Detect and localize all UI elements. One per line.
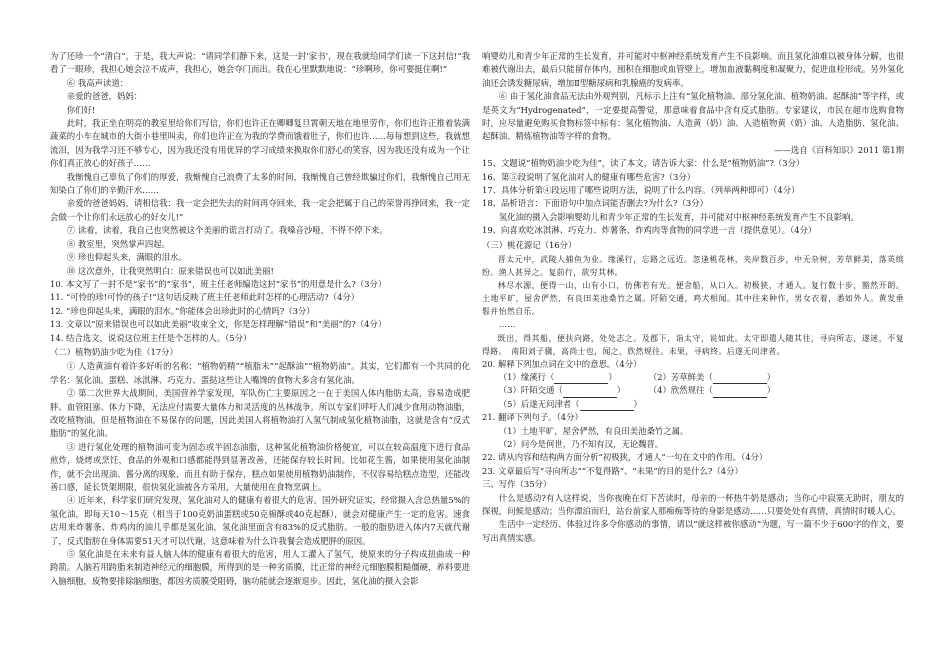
blank-item: （5）后遂无问津者（ ） (499, 398, 649, 411)
translate-item: （1）土地平旷，屋舍俨然，有良田美池桑竹之属。 (498, 425, 689, 436)
paragraph: ⑥ 由于氢化油食品无法由外观判别，凡标示上注有“氢化植物油、部分氢化油、植物奶油、起酥油”等字样，或是英文为“Hydrogenated”，一定要提高警觉，那意味着食品中含有反式脂肪。专家建议，市民在超市选购食物时，应尽量避免购买食物标签中标有：氢化植物油、人造黄（奶）油、人造植物黄（奶）油、人造脂肪、氢化油、起酥油、精炼植物油等字样的食物。 (482, 91, 904, 142)
source-citation: ——选自《百科知识》2011 第1期 (774, 144, 904, 155)
section-title: （二）植物奶油少吃为佳（17分） (50, 346, 178, 357)
question-16: 16、第⑤段说明了氢化油对人的健康有哪些危害?（3分） (482, 171, 696, 182)
section-title: （三）桃花源记（16分） (482, 239, 577, 250)
question-23: 23. 文章最后写“寻向所志”“不复得路”、“未果”的目的是什么?（4分） (482, 465, 743, 476)
paragraph: 此时，我正坐在明亮的教室里给你们写信，你们也许正在卿卿复旦霄朝天地在地里劳作，你们也许正推着装满蔬菜的小车在城市的大街小巷里叫卖，你们也许正在为我的学费而饿着肚子，你们也许……每每想到这些，我就想流泪，因为我学习还不够专心，因为我还没有用优异的学习成绩来换取你们舒心的笑容，因为我还没有成为一个让你们真正放心的好孩子…… (50, 118, 470, 169)
question-20: 20. 解释下列加点词在文中的意思。（4分） (482, 358, 642, 369)
question-19: 19、向喜欢吃冰淇淋、巧克力、炸薯条、炸鸡肉等食物的同学进一言（提供意见）。（4分） (482, 225, 817, 236)
answer-blank[interactable] (713, 374, 767, 384)
question-18: 18、品析语言：下面语句中加点词能否删去?为什么?（3分） (482, 198, 708, 209)
question-22: 22. 请从内容和结构两方面分析“初极狭，才通人”一句在文中的作用。（4分） (482, 452, 768, 463)
section-title: 三、写作（35分） (482, 479, 552, 490)
paragraph: 为了还珍一个“清白”，于是，我大声说：“请同学们静下来，这是一封‘家书’，现在我就给同学们读一下这封信!”我看了一眼珍，我担心她会泣不成声，我担心，她会夺门而出。我在心里默默地说：“珍啊珍，你可要挺住啊!” (50, 51, 470, 75)
paragraph: 亲爱的爸爸妈妈，请相信我：我一定会把失去的时间再夺回来，我一定会把属于自己的荣誉再挣回来，我一定会做一个让你们永远放心的好女儿!” (50, 198, 470, 222)
paragraph: 生活中一定经历、体验过许多令你感动的事情，请以“就这样被你感动”为题，写一篇不少于600字的作文，要写出真情实感。 (482, 519, 904, 543)
paragraph: ⑨ 珍也仰起头来，满眼的泪水。 (66, 252, 187, 263)
classical-text: 林尽水源，便得一山，山有小口，仿佛若有光。便舍船，从口入。初极狭，才通人。复行数十步，豁然开朗。土地平旷，屋舍俨然，有良田美池桑竹之属。阡陌交通，鸡犬相闻。其中往来种作，男女衣着，悉如外人。黄发垂髫并怡然自乐。 (482, 281, 904, 317)
question-14: 14. 结合选文，说说这位班主任是个怎样的人。（5分） (50, 332, 252, 343)
right-column (482, 50, 904, 545)
paragraph: ⑩ 这次意外，让我突然明白：原来错误也可以如此美丽! (66, 265, 274, 276)
classical-text: 既出，得其船，便扶向路，处处志之。及郡下，诣太守，说如此。太守即遣人随其往，寻向所志，遂迷，不复得路。 南阳刘子骥，高尚士也，闻之，欣然规往。未果，寻病终。后遂无问津者。 (482, 333, 904, 356)
question-10: 10. 本文写了一封不是“家书”的“家书”，班主任老师编造这封“家书”的用意是什么?（3分） (50, 278, 387, 289)
paragraph: ④ 近年来，科学家们研究发现，氢化油对人的健康有着很大的危害。国外研究证实，经常摄入含总热量5%的氢化油，即每天10～15克（相当于100克奶油蛋糕或50克棉酥或40克起酥），就会对健康产生一定的危害。速食店用来炸薯条、炸鸡肉的油几乎都是氢化油，氢化油里面含有83%的反式脂肪。一般的脂肪进入体内7天就代谢了，反式脂肪在身体需要51天才可以代谢，这意味着为什么许我餐会造成肥胖的原因。 (50, 495, 470, 546)
paragraph: ⑧ 教室里，突然掌声四起。 (66, 238, 170, 249)
question-13: 13. 文章以“原来错误也可以如此美丽”收束全文，你是怎样理解“错误”和“美丽”的?（4分） (50, 319, 387, 330)
paragraph: ③ 进行氢化处理的植物油可变为固态或半固态油脂，这种氢化植物油价格便宜，可以在较高温度下进行食品煎炸，烧烤或烹饪，食品的外观和口感都能得到显著改善，还能保存较长时间。比如花生酱，如果使用氢化油制作，就不会出现油、酱分离的现象，而且有助于保存，糕点如果使用植物奶油制作，不仅容易给糕点造型，还能改善口感，延长货架期限，很快氢化油被各方采用，大量使用在食物烹调上。 (50, 441, 470, 492)
paragraph: 响婴幼儿和青少年正常的生长发育，并可能对中枢神经系统发育产生不良影响。而且氢化油难以被身体分解，也很难被代谢出去，最后只能留存体内，囤积在细胞或血管壁上，增加血液黏稠度和凝聚力，促进血栓形成。另外氢化油还会诱发糖尿病，增加Ⅱ型糖尿病和乳腺癌的发病率。 (482, 51, 904, 88)
quoted-sentence: 氢化油的摄入会影响婴幼儿和青少年正常的生长发育，并可能对中枢神经系统发育产生不良影响。 (498, 211, 859, 222)
blank-item: （4）欣然规往（ ） (649, 384, 799, 397)
answer-blank[interactable] (580, 401, 634, 411)
question-17: 17、具体分析第④段运用了哪些说明方法，说明了什么内容。（列举两种即可）（4分） (482, 185, 800, 196)
paragraph: 我惭愧自己辜负了你们的厚爱，我惭愧自己浪费了太多的时间，我惭愧自己曾经欺骗过你们，我惭愧自己用无知染白了你们的辛勤汗水…… (50, 171, 470, 196)
paragraph: ⑤ 氢化油是在未来有益人脑人体的健康有着很大的危害，用人工灌入了氢气，使原来的分子构成扭曲成一种跨箭。人脑若用跨脂来制造神经元的细胞膜，所得到的是一种劣质膜，比正常的神经元细胞膜粗糙僵硬，养料要进入脑细胞，废物要排除脑细胞，都因劣质膜受阻碍，脑功能就会逐渐退步。因此，氢化油的摄入会影 (50, 549, 470, 586)
letter-salutation: 亲爱的爸爸，妈妈： (66, 91, 143, 102)
translate-item: （2）问今是何世，乃不知有汉，无论魏晋。 (498, 438, 664, 449)
blank-item: （3）阡陌交通（ ） (499, 384, 649, 397)
question-12: 12. “珍也仰起头来，满眼的泪水。”你能体会出珍此时的心情吗?（3分） (50, 305, 315, 316)
letter-greeting: 你们好! (66, 104, 96, 115)
left-column (50, 50, 470, 588)
blank-item: （1）缘溪行（ ） (499, 371, 649, 384)
paragraph: ⑥ 我高声读道： (66, 77, 129, 88)
question-15: 15、文题说“植物奶油少吃为佳”，读了本文，请告诉大家：什么是“植物奶油”?（3分） (482, 158, 805, 169)
classical-text: 晋太元中，武陵人捕鱼为业。缘溪行，忘路之远近。忽逢桃花林，夹岸数百步，中无杂树，芳草鲜美，落英缤纷。渔人甚异之。复前行，欲穷其林。 (482, 255, 904, 278)
question-11: 11. “可怜的珍!可怜的孩子!”这句话反映了班主任老师此时怎样的心理活动?（4分） (50, 292, 360, 303)
vocab-blanks (482, 371, 904, 411)
ellipsis: …… (498, 319, 516, 330)
blank-item: （2）芳草鲜美（ ） (649, 371, 799, 384)
answer-blank[interactable] (563, 388, 617, 398)
answer-blank[interactable] (554, 374, 608, 384)
paragraph: ② 第二次世界大战期间，美国营养学家发现，军队伤亡主要原因之一在于美国人体内脂肪太高，容易造成肥胖、血管阻塞、体力下降，无法应付需要大量体力和灵活度的丛林战争。所以专家们呼吁人们减少食用动物油脂，改吃植物油。但是植物油在不易保存的问题，因此美国人将植物油打入氢气制成氢化植物油脂，这就是含有“反式脂肪”的氢化油。 (50, 388, 470, 439)
paragraph: 什么是感动?有人这样说，当你夜晚在灯下苦读时，母亲的一杯热牛奶是感动；当你心中寂寞无助时，朋友的探视，问候是感动；当你漂泊而归，站台前家人那痴痴等待的身影是感动……只要处处有真情，真情时时暖人心。 (482, 492, 904, 516)
paragraph: ⑦ 读着，读着，我自己也突然被这个美丽的谎言打动了。我嗓音沙哑，不得不停下来。 (66, 225, 388, 236)
answer-blank[interactable] (713, 388, 767, 398)
paragraph: ① 人造黄油有着许多好听的名称：“植物奶精”“植脂末”“起酥油”“植物奶油”。其实，它们都有一个共同的化学名：氢化油。蛋糕、冰淇淋、巧克力、蛋挞这些让人嘴馋的食物大多含有氢化油。 (50, 361, 470, 385)
question-21: 21. 翻译下列句子。（4分） (482, 412, 583, 423)
